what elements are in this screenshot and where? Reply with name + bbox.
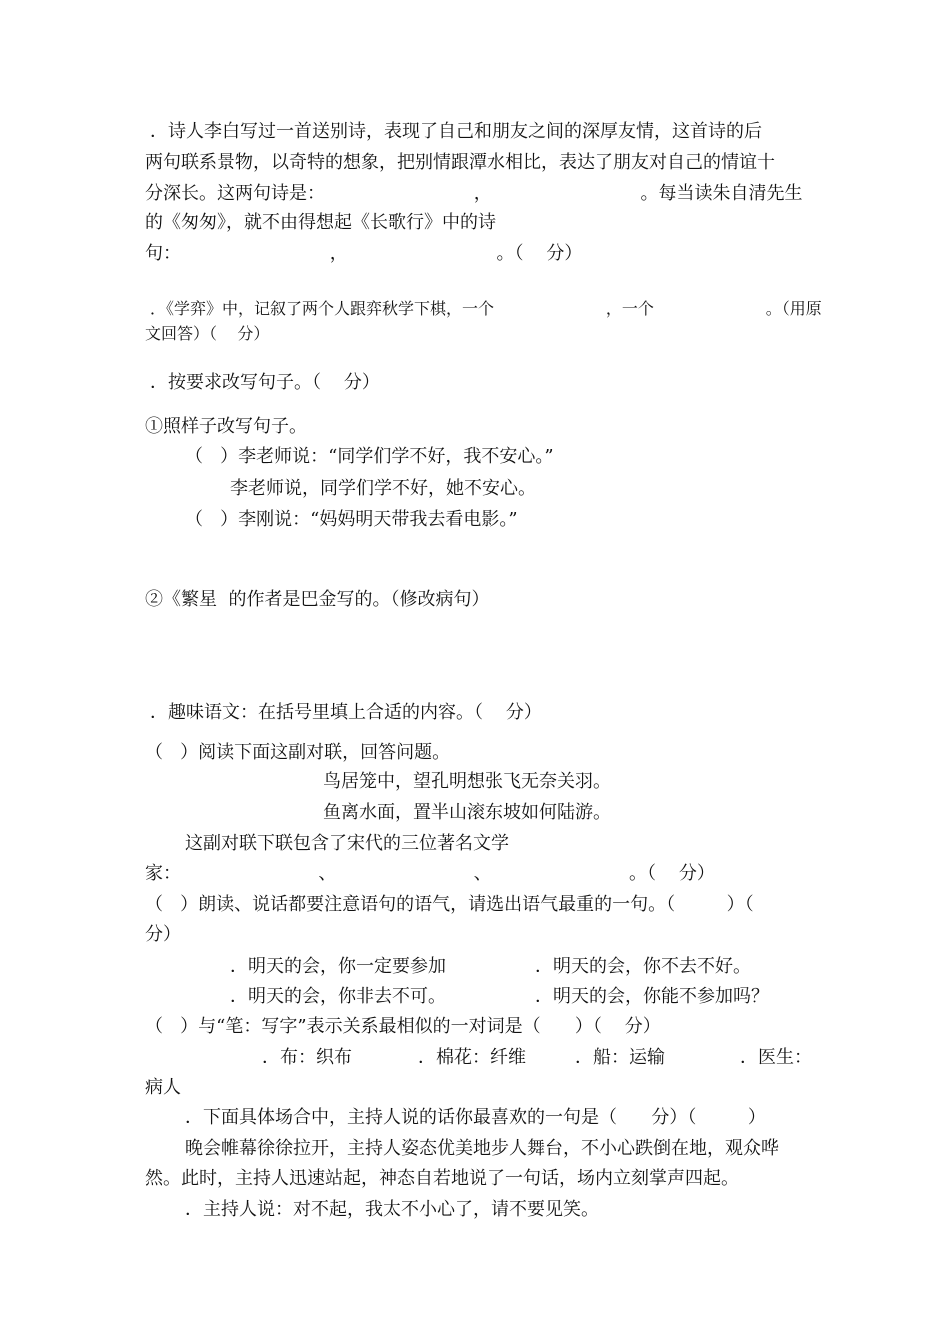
option-b: ．明天的会，你不去不好。 (535, 956, 751, 977)
q1-line-4: 的《匆匆》，就不由得想起《长歌行》中的诗 (145, 212, 496, 233)
couplet-line-2: 鱼离水面，置半山滚东坡如何陆游。 (323, 802, 611, 823)
p3-option-d-cont: 病人 (145, 1077, 181, 1098)
option-a: ．明天的会，你一定要参加 (230, 956, 446, 977)
q4-part-1-question: 这副对联下联包含了宋代的三位著名文学 (185, 833, 509, 854)
q3-sentence-b: 李老师说，同学们学不好，她不安心。 (230, 478, 536, 499)
q4-part-1: （ ）阅读下面这副对联，回答问题。 (145, 742, 451, 763)
p3-option-d: ．医生： (740, 1047, 812, 1068)
p3-option-a: ．布：织布 (262, 1047, 352, 1068)
q3-sentence-a: （ ）李老师说：“同学们学不好，我不安心。” (185, 446, 554, 467)
q4-part-1-blanks: 家： 、 、 。（ 分） (145, 863, 715, 884)
couplet-line-1: 鸟居笼中，望孔明想张飞无奈关羽。 (323, 771, 611, 792)
option-d: ．明天的会，你能不参加吗？ (535, 986, 769, 1007)
p3-option-b: ．棉花：纤维 (418, 1047, 526, 1068)
q1-line-3: 分深长。这两句诗是： ， 。每当读朱自清先生 (145, 183, 803, 204)
q5-passage-2: 然。此时，主持人迅速站起，神态自若地说了一句话，场内立刻掌声四起。 (145, 1168, 739, 1189)
q5-title: ．下面具体场合中，主持人说的话你最喜欢的一句是（ 分）（ ） (185, 1107, 766, 1128)
q3-sentence-c: （ ）李刚说：“妈妈明天带我去看电影。” (185, 509, 518, 530)
q1-line-5: 句： ， 。（ 分） (145, 243, 583, 264)
q5-passage-1: 晚会帷幕徐徐拉开，主持人姿态优美地步人舞台，不小心跌倒在地，观众哗 (185, 1138, 779, 1159)
q2-line-1: ．《学弈》中，记叙了两个人跟弈秋学下棋，一个 ，一个 。（用原 (150, 299, 822, 318)
q4-part-3: （ ）与“笔：写字”表示关系最相似的一对词是（ ）（ 分） (145, 1016, 661, 1037)
q5-option-a: ．主持人说：对不起，我太不小心了，请不要见笑。 (185, 1199, 599, 1220)
q4-part-2-cont: 分） (145, 924, 181, 945)
q3-subtask-1: ①照样子改写句子。 (145, 416, 307, 437)
q1-line-1: ．诗人李白写过一首送别诗，表现了自己和朋友之间的深厚友情，这首诗的后 (150, 121, 762, 142)
q1-line-2: 两句联系景物，以奇特的想象，把别情跟潭水相比，表达了朋友对自己的情谊十 (145, 152, 775, 173)
q3-subtask-2: ②《繁星 的作者是巴金写的。（修改病句） (145, 589, 490, 610)
q4-part-2: （ ）朗读、说话都要注意语句的语气，请选出语气最重的一句。（ ）（ (145, 894, 754, 915)
q3-title: ．按要求改写句子。（ 分） (150, 372, 380, 393)
p3-option-c: ．船：运输 (575, 1047, 665, 1068)
option-c: ．明天的会，你非去不可。 (230, 986, 446, 1007)
q2-line-2: 文回答）（ 分） (145, 324, 270, 343)
q4-title: ．趣味语文：在括号里填上合适的内容。（ 分） (150, 702, 542, 723)
